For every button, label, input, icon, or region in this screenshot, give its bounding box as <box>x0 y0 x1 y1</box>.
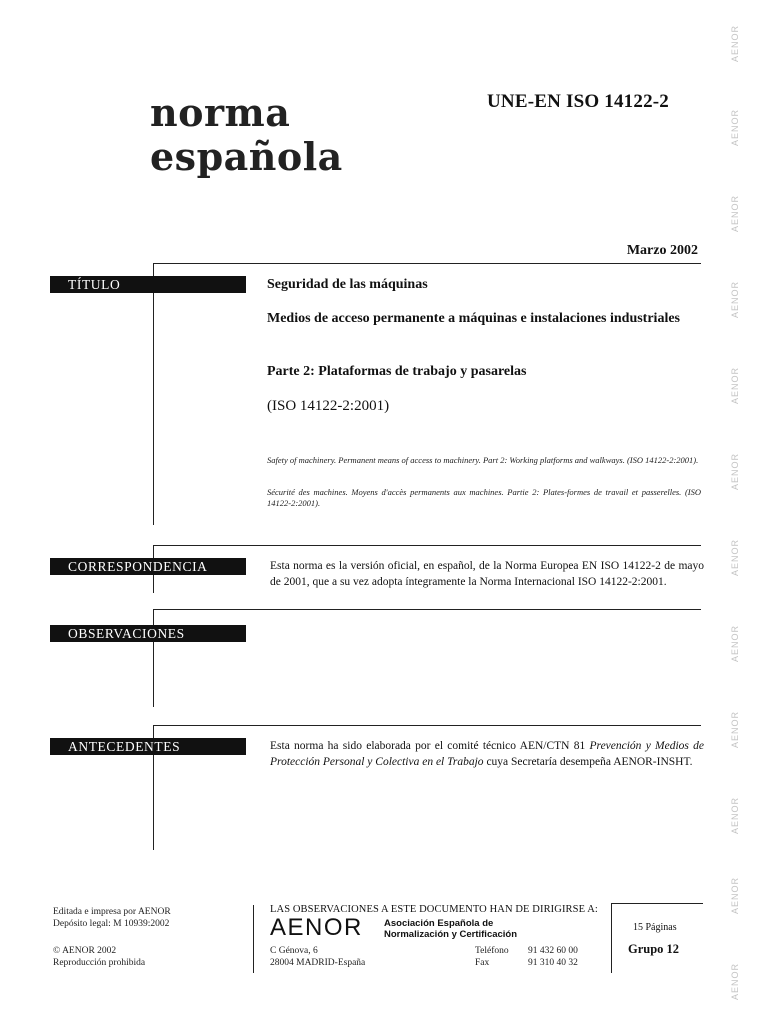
standard-code: UNE-EN ISO 14122-2 <box>487 91 670 112</box>
correspondencia-text: Esta norma es la versión oficial, en español, de la Norma Europea EN ISO 14122-2 de mayo de 2001, que a su vez adopta íntegramente la Norma Internacional ISO 14122-2:2001. <box>270 560 704 589</box>
page-count: 15 Páginas <box>633 922 677 933</box>
titulo-label: TÍTULO <box>50 276 246 293</box>
footer-legal-deposit: Depósito legal: M 10939:2002 <box>53 918 170 929</box>
watermark-2: AENOR <box>730 108 740 146</box>
titulo-top-rule <box>153 263 701 264</box>
watermark-9: AENOR <box>730 710 740 748</box>
title-french: Sécurité des machines. Moyens d'accès permanents aux machines. Partie 2: Plates-formes de travail et passerelles. (ISO 14122-2:2001). <box>267 487 701 509</box>
title-main: Seguridad de las máquinas <box>267 277 428 292</box>
observaciones-top-rule <box>153 609 701 610</box>
footer-copyright-block <box>53 946 145 970</box>
footer-phone-label: Teléfono <box>475 946 509 956</box>
watermark-7: AENOR <box>730 538 740 576</box>
footer-fax: 91 310 40 32 <box>528 957 578 968</box>
footer-right-divider <box>611 903 612 973</box>
antecedentes-text <box>270 738 704 770</box>
antecedentes-committee-name: Prevención y Medios de Protección Personal y Colectiva en el Trabajo <box>270 740 705 769</box>
watermark-6: AENOR <box>730 452 740 490</box>
aenor-org-line2: Normalización y Certificación <box>384 928 518 940</box>
footer-contact-labels <box>475 946 509 970</box>
watermark-5: AENOR <box>730 366 740 404</box>
title-english: Safety of machinery. Permanent means of access to machinery. Part 2: Working platforms and walkways. (ISO 14122-2:2001). <box>267 455 699 465</box>
observaciones-vertical-rule <box>153 609 154 707</box>
footer-address-line2: 28004 MADRID-España <box>270 957 366 968</box>
footer-contact-values <box>528 946 578 970</box>
footer-address-line1: C Génova, 6 <box>270 946 318 956</box>
price-group: Grupo 12 <box>628 942 680 956</box>
footer-address <box>270 946 365 970</box>
aenor-logo: AENOR <box>270 914 363 941</box>
watermark-12: AENOR <box>730 962 740 1000</box>
footer-phone: 91 432 60 00 <box>528 946 578 956</box>
footer-reproduction: Reproducción prohibida <box>53 957 146 968</box>
watermark-4: AENOR <box>730 280 740 318</box>
antecedentes-text-pre: Esta norma ha sido elaborada por el comité técnico AEN/CTN 81 <box>270 740 590 752</box>
correspondencia-top-rule <box>153 545 701 546</box>
title-part: Parte 2: Plataformas de trabajo y pasarelas <box>267 364 527 379</box>
footer-left-divider <box>253 905 254 973</box>
aenor-full-name <box>384 919 517 941</box>
antecedentes-top-rule <box>153 725 701 726</box>
watermark-10: AENOR <box>730 796 740 834</box>
watermark-8: AENOR <box>730 624 740 662</box>
publication-date: Marzo 2002 <box>626 243 698 258</box>
title-iso-reference: (ISO 14122-2:2001) <box>267 398 390 414</box>
footer-observations-heading: LAS OBSERVACIONES A ESTE DOCUMENTO HAN DE DIRIGIRSE A: <box>270 904 598 915</box>
footer-edition <box>53 907 171 931</box>
observaciones-label: OBSERVACIONES <box>50 625 246 642</box>
footer-copyright: © AENOR 2002 <box>53 946 117 956</box>
brand-title-line2: española <box>150 134 343 179</box>
watermark-1: AENOR <box>730 24 740 62</box>
antecedentes-label: ANTECEDENTES <box>50 738 246 755</box>
footer-right-top-rule <box>611 903 703 904</box>
titulo-vertical-rule <box>153 263 154 525</box>
watermark-11: AENOR <box>730 876 740 914</box>
brand-title-line1: norma <box>150 90 291 135</box>
aenor-org-line1: Asociación Española de <box>384 918 494 929</box>
footer-edited-by: Editada e impresa por AENOR <box>53 907 171 917</box>
correspondencia-label: CORRESPONDENCIA <box>50 558 246 575</box>
footer-fax-label: Fax <box>475 957 490 968</box>
title-subtitle: Medios de acceso permanente a máquinas e instalaciones industriales <box>267 311 680 326</box>
watermark-3: AENOR <box>730 194 740 232</box>
antecedentes-text-post: cuya Secretaría desempeña AENOR-INSHT. <box>483 756 693 769</box>
